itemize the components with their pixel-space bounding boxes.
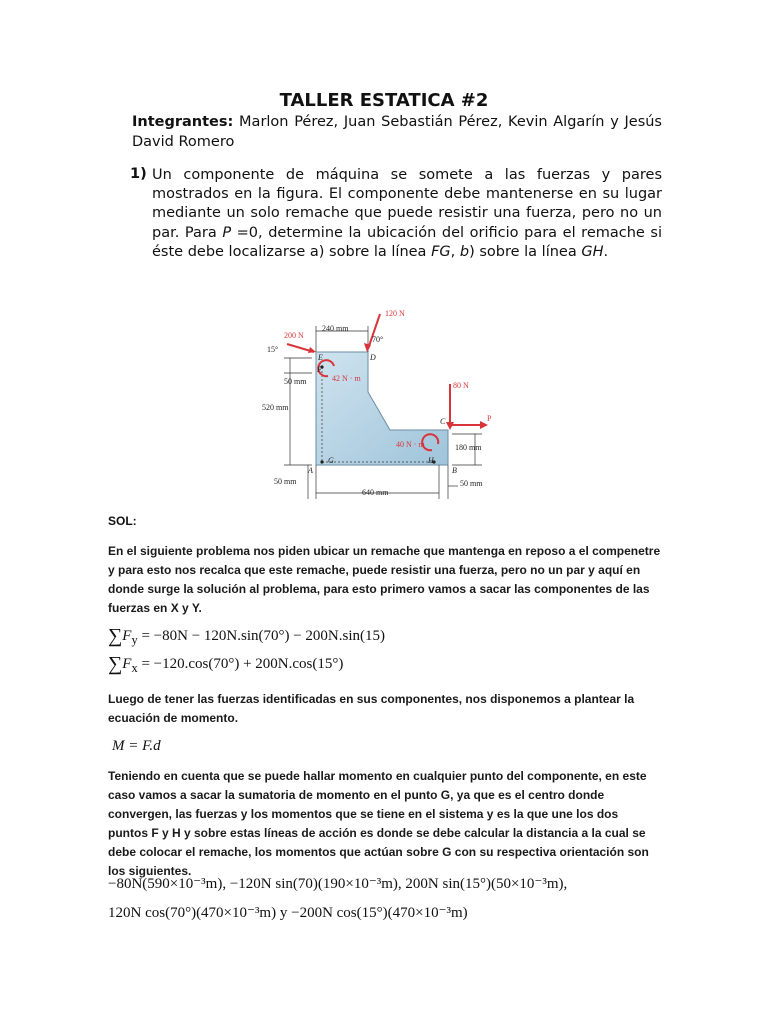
moment-term-2: −120N sin(70)(190×10⁻³m): [229, 876, 398, 892]
solution-paragraph-1: En el siguiente problema nos piden ubicar un remache que mantenga en reposo a el compenetre y para esto nos recalca que este remache, puede resistir una fuerza, pero no un par y aquí en donde surge la solución al problema, para esto primero vamos a sacar las componentes de las fuerzas en X y Y.: [108, 544, 661, 615]
label-40nm: 40 N · m: [396, 440, 425, 449]
var-b: b: [459, 243, 470, 260]
problem-statement: [152, 166, 662, 262]
solution-heading: SOL:: [108, 514, 137, 528]
component-plate: [316, 352, 448, 465]
separator: ,: [222, 876, 227, 892]
angle-15: 15°: [267, 345, 279, 354]
point-b: B: [452, 466, 457, 475]
dim-50-top: 50 mm: [284, 377, 307, 386]
dim-50-left: 50 mm: [274, 477, 297, 486]
eq-fy-rhs: = −80N − 120N.sin(70°) − 200N.sin(15): [141, 628, 386, 644]
var-gh: GH: [581, 243, 604, 260]
separator-y: y: [279, 905, 288, 921]
problem-text: ,: [450, 243, 460, 260]
label-200n: 200 N: [284, 331, 304, 340]
point-c: C: [440, 417, 446, 426]
dim-50-right: 50 mm: [460, 479, 483, 488]
moment-term-5: −200N cos(15°)(470×10⁻³m): [291, 905, 468, 921]
team-names: Marlon Pérez, Juan Sebastián Pérez, Kevin Algarín y Jesús David Romero: [132, 114, 662, 150]
moment-term-4: 120N cos(70°)(470×10⁻³m): [108, 905, 277, 921]
label-120n: 120 N: [385, 309, 405, 318]
document-title: TALLER ESTATICA #2: [279, 90, 489, 111]
separator: ,: [397, 876, 402, 892]
equation-sum-fx: $\sum F_x = -120.\cos(70^\circ) + 200N.\cos(15^\circ)$: [108, 653, 344, 675]
problem-text: Un componente de máquina se somete a las fuerzas y pares mostrados en la figura. El componente debe mantenerse en su lugar mediante un solo remache que puede resistir una fuerza, pero no un par. Para: [152, 167, 662, 241]
problem-number: 1): [130, 166, 147, 182]
separator: ,: [563, 876, 568, 892]
point-e: E: [318, 353, 323, 362]
point-f: F: [317, 365, 322, 374]
problem-text: ) sobre la línea: [469, 243, 582, 260]
dim-640: 640 mm: [362, 488, 389, 497]
solution-paragraph-3: Teniendo en cuenta que se puede hallar momento en cualquier punto del componente, en este caso vamos a sacar la sumatoria de momento en el punto G, ya que es el centro donde convergen, las fuerzas y los momentos que se tiene en el sistema y es la que une los dos puntos F y H y sobre estas líneas de acción es donde se debe calcular la distancia a la cual se debe colocar el remache, los momentos que actúan sobre G con su respectiva orientación son los siguientes.: [108, 769, 649, 878]
equation-moment: M = F.d: [112, 738, 161, 754]
moments-line-1: [108, 874, 567, 893]
point-g: G: [328, 456, 334, 465]
dim-520: 520 mm: [262, 403, 289, 412]
problem-text: =0, determine la ubicación del orificio para el remache si éste debe localizarse a) sobre la línea: [152, 224, 662, 260]
solution-paragraph-2: Luego de tener las fuerzas identificadas en sus componentes, nos disponemos a plantear la ecuación de momento.: [108, 692, 635, 725]
point-a: A: [308, 466, 313, 475]
point-d: D: [370, 353, 376, 362]
dim-180: 180 mm: [455, 443, 482, 452]
problem-text: .: [603, 243, 609, 260]
var-fg: FG: [431, 243, 451, 260]
team-label: Integrantes:: [132, 114, 234, 130]
moment-term-3: 200N sin(15°)(50×10⁻³m): [405, 876, 564, 892]
label-80n: 80 N: [453, 381, 469, 390]
label-42nm: 42 N · m: [332, 374, 361, 383]
dim-240: 240 mm: [322, 324, 349, 333]
moment-term-1: −80N(590×10⁻³m): [108, 876, 223, 892]
var-p: P: [222, 224, 232, 241]
angle-70: 70°: [372, 335, 384, 344]
eq-fx-rhs: = −120.cos(70°) + 200N.cos(15°): [141, 656, 344, 672]
moments-line-2: [108, 903, 468, 922]
equation-sum-fy: $\sum F_y = -80N - 120N.\sin(70^\circ) - 200N.\sin(15)$: [108, 625, 386, 647]
label-p: P: [487, 414, 492, 423]
point-h: H: [428, 456, 434, 465]
team-members: [132, 112, 662, 152]
machine-component-figure: [262, 304, 500, 504]
